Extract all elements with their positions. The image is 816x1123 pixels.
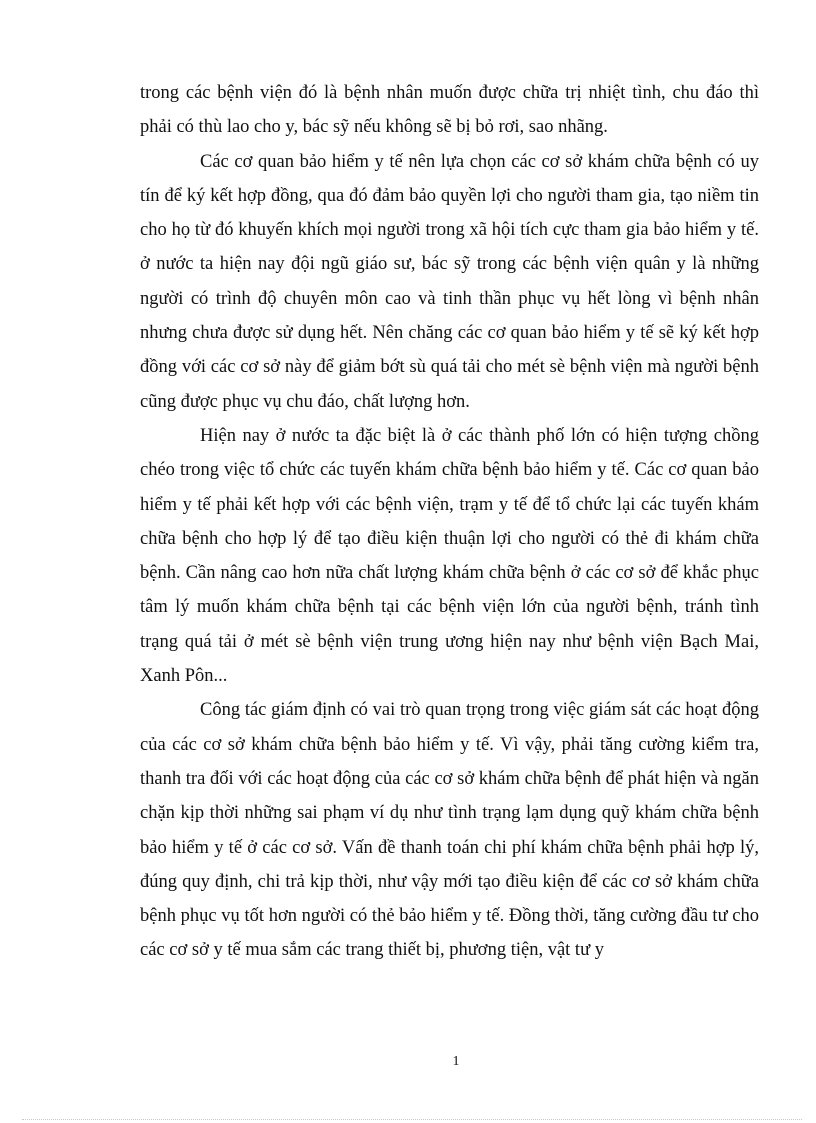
paragraph-continued: trong các bệnh viện đó là bệnh nhân muốn được chữa trị nhiệt tình, chu đáo thì phải có thù lao cho y, bác sỹ nếu không sẽ bị bỏ rơi, sao nhãng. <box>140 83 759 138</box>
page-number: 1 <box>452 1054 460 1069</box>
paragraph-selection-of-facilities: Các cơ quan bảo hiểm y tế nên lựa chọn các cơ sở khám chữa bệnh có uy tín để ký kết hợp đồng, qua đó đảm bảo quyền lợi cho người tham gia, tạo niềm tin cho họ từ đó khuyến khích mọi người trong xã hội tích cực tham gia bảo hiểm y tế. ở nước ta hiện nay đội ngũ giáo sư, bác sỹ trong các bệnh viện quân y là những người có trình độ chuyên môn cao và tinh thần phục vụ hết lòng vì bệnh nhân nhưng chưa được sử dụng hết. Nên chăng các cơ quan bảo hiểm y tế sẽ ký kết hợp đồng với các cơ sở này để giảm bớt sù quá tải cho mét sè bệnh viện mà người bệnh cũng được phục vụ chu đáo, chất lượng hơn. <box>140 151 759 412</box>
page-bottom-edge <box>22 1119 802 1120</box>
paragraph-treatment-routes: Hiện nay ở nước ta đặc biệt là ở các thành phố lớn có hiện tượng chồng chéo trong việc tổ chức các tuyến khám chữa bệnh bảo hiểm y tế. Các cơ quan bảo hiểm y tế phải kết hợp với các bệnh viện, trạm y tế để tổ chức lại các tuyến khám chữa bệnh cho hợp lý để tạo điều kiện thuận lợi cho người có thẻ đi khám chữa bệnh. Cần nâng cao hơn nữa chất lượng khám chữa bệnh ở các cơ sở để khắc phục tâm lý muốn khám chữa bệnh tại các bệnh viện lớn của người bệnh, tránh tình trạng quá tải ở mét sè bệnh viện trung ương hiện nay như bệnh viện Bạch Mai, Xanh Pôn... <box>140 425 759 687</box>
paragraph-assessment-work: Công tác giám định có vai trò quan trọng trong việc giám sát các hoạt động của các cơ sở khám chữa bệnh bảo hiểm y tế. Vì vậy, phải tăng cường kiểm tra, thanh tra đối với các hoạt động của các cơ sở khám chữa bệnh để phát hiện và ngăn chặn kịp thời những sai phạm ví dụ như tình trạng lạm dụng quỹ khám chữa bệnh bảo hiểm y tế ở các cơ sở. Vấn đề thanh toán chi phí khám chữa bệnh phải hợp lý, đúng quy định, chi trả kịp thời, như vậy mới tạo điều kiện để các cơ sở khám chữa bệnh phục vụ tốt hơn người có thẻ bảo hiểm y tế. Đồng thời, tăng cường đầu tư cho các cơ sở y tế mua sắm các trang thiết bị, phương tiện, vật tư y <box>140 700 759 961</box>
body-text <box>140 76 759 968</box>
